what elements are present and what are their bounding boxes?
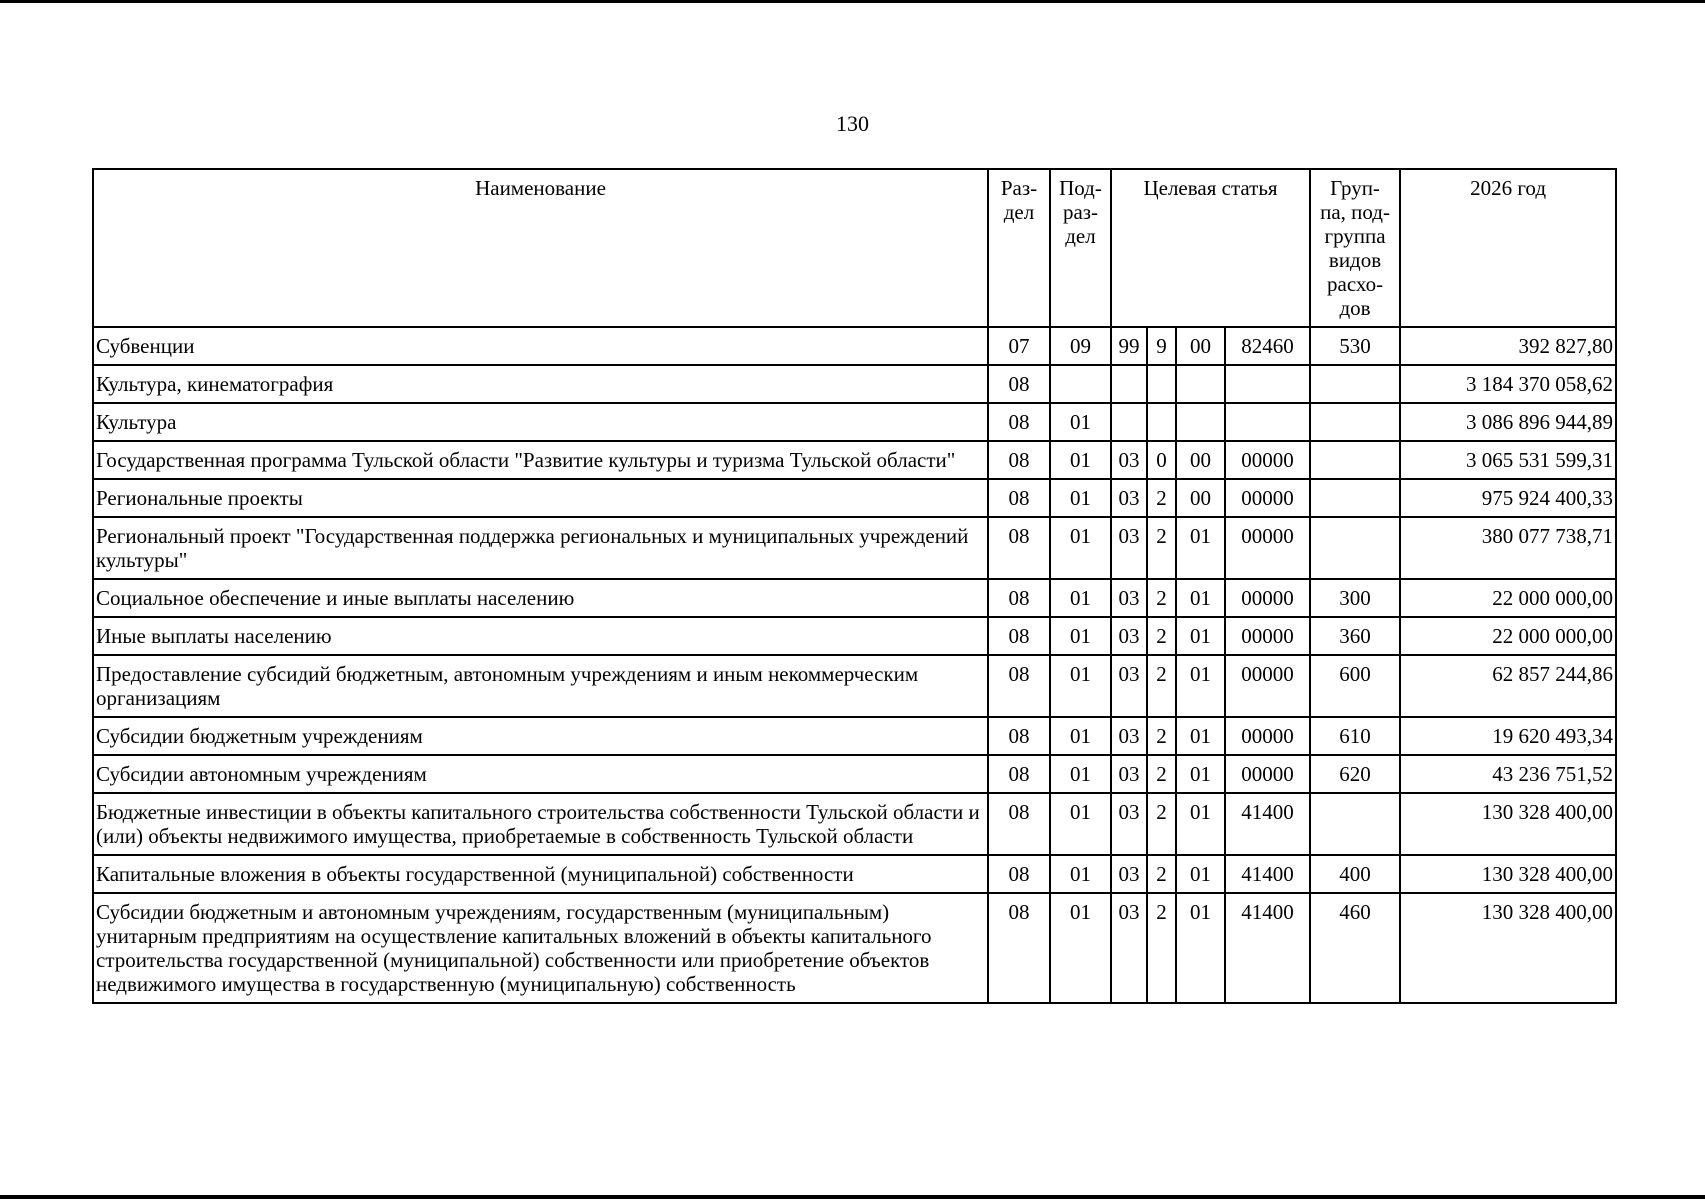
cell-t3: 01 bbox=[1176, 717, 1225, 755]
cell-name: Капитальные вложения в объекты государственной (муниципальной) собственности bbox=[93, 855, 988, 893]
cell-t4: 00000 bbox=[1225, 617, 1310, 655]
cell-t2: 2 bbox=[1147, 717, 1176, 755]
cell-name: Региональные проекты bbox=[93, 479, 988, 517]
cell-rz: 08 bbox=[988, 793, 1050, 855]
header-target: Целевая статья bbox=[1111, 169, 1310, 327]
cell-amount: 3 086 896 944,89 bbox=[1400, 403, 1616, 441]
header-podrazdel bbox=[1050, 169, 1111, 327]
cell-pr: 01 bbox=[1050, 617, 1111, 655]
cell-pr: 09 bbox=[1050, 327, 1111, 365]
cell-t1: 03 bbox=[1111, 579, 1147, 617]
cell-t4 bbox=[1225, 403, 1310, 441]
cell-t3: 01 bbox=[1176, 855, 1225, 893]
cell-pr: 01 bbox=[1050, 855, 1111, 893]
cell-t2 bbox=[1147, 403, 1176, 441]
cell-name: Культура, кинематография bbox=[93, 365, 988, 403]
cell-t3: 00 bbox=[1176, 441, 1225, 479]
cell-grp: 610 bbox=[1310, 717, 1400, 755]
header-year: 2026 год bbox=[1400, 169, 1616, 327]
cell-t2: 0 bbox=[1147, 441, 1176, 479]
cell-rz: 08 bbox=[988, 403, 1050, 441]
cell-t1: 03 bbox=[1111, 893, 1147, 1003]
header-razdel-text: Раз- дел bbox=[1000, 176, 1038, 224]
cell-t1: 03 bbox=[1111, 655, 1147, 717]
cell-grp bbox=[1310, 479, 1400, 517]
cell-name: Социальное обеспечение и иные выплаты населению bbox=[93, 579, 988, 617]
cell-rz: 08 bbox=[988, 441, 1050, 479]
cell-t2: 2 bbox=[1147, 793, 1176, 855]
cell-pr: 01 bbox=[1050, 479, 1111, 517]
cell-amount: 130 328 400,00 bbox=[1400, 855, 1616, 893]
cell-amount: 3 065 531 599,31 bbox=[1400, 441, 1616, 479]
cell-pr: 01 bbox=[1050, 755, 1111, 793]
cell-rz: 08 bbox=[988, 893, 1050, 1003]
cell-t1: 03 bbox=[1111, 755, 1147, 793]
cell-t3: 01 bbox=[1176, 517, 1225, 579]
cell-amount: 380 077 738,71 bbox=[1400, 517, 1616, 579]
cell-amount: 22 000 000,00 bbox=[1400, 617, 1616, 655]
table-row bbox=[93, 793, 1616, 855]
header-razdel bbox=[988, 169, 1050, 327]
table-row bbox=[93, 717, 1616, 755]
cell-t2 bbox=[1147, 365, 1176, 403]
cell-grp bbox=[1310, 441, 1400, 479]
cell-grp: 620 bbox=[1310, 755, 1400, 793]
cell-t3: 00 bbox=[1176, 327, 1225, 365]
cell-rz: 08 bbox=[988, 855, 1050, 893]
cell-grp: 460 bbox=[1310, 893, 1400, 1003]
cell-t4: 00000 bbox=[1225, 479, 1310, 517]
cell-t4 bbox=[1225, 365, 1310, 403]
cell-t2: 9 bbox=[1147, 327, 1176, 365]
cell-rz: 07 bbox=[988, 327, 1050, 365]
cell-t4: 00000 bbox=[1225, 717, 1310, 755]
cell-name: Субсидии автономным учреждениям bbox=[93, 755, 988, 793]
cell-rz: 08 bbox=[988, 517, 1050, 579]
cell-t1: 99 bbox=[1111, 327, 1147, 365]
cell-t3: 01 bbox=[1176, 579, 1225, 617]
table-row bbox=[93, 327, 1616, 365]
cell-name: Субсидии бюджетным учреждениям bbox=[93, 717, 988, 755]
cell-t4: 00000 bbox=[1225, 517, 1310, 579]
bottom-rule bbox=[0, 1195, 1705, 1199]
table-row bbox=[93, 755, 1616, 793]
header-group-text: Груп- па, под- группа видов расхо- дов bbox=[1320, 176, 1390, 320]
cell-t4: 41400 bbox=[1225, 893, 1310, 1003]
cell-t4: 00000 bbox=[1225, 655, 1310, 717]
header-group bbox=[1310, 169, 1400, 327]
cell-t4: 00000 bbox=[1225, 579, 1310, 617]
cell-t2: 2 bbox=[1147, 755, 1176, 793]
cell-t3: 00 bbox=[1176, 479, 1225, 517]
cell-t1: 03 bbox=[1111, 855, 1147, 893]
cell-t2: 2 bbox=[1147, 517, 1176, 579]
cell-name: Субсидии бюджетным и автономным учреждениям, государственным (муниципальным) унитарным предприятиям на осуществление капитальных вложений в объекты капитального строительства государственной (муниципальной) собственности или приобретение объектов недвижимого имущества в государственную (муниципальную) собственность bbox=[93, 893, 988, 1003]
cell-grp: 530 bbox=[1310, 327, 1400, 365]
table-row bbox=[93, 479, 1616, 517]
cell-t2: 2 bbox=[1147, 479, 1176, 517]
cell-t2: 2 bbox=[1147, 893, 1176, 1003]
cell-amount: 19 620 493,34 bbox=[1400, 717, 1616, 755]
table-row bbox=[93, 365, 1616, 403]
cell-pr: 01 bbox=[1050, 517, 1111, 579]
cell-rz: 08 bbox=[988, 617, 1050, 655]
cell-amount: 43 236 751,52 bbox=[1400, 755, 1616, 793]
cell-t1 bbox=[1111, 365, 1147, 403]
cell-rz: 08 bbox=[988, 479, 1050, 517]
cell-pr: 01 bbox=[1050, 893, 1111, 1003]
cell-amount: 130 328 400,00 bbox=[1400, 793, 1616, 855]
cell-amount: 975 924 400,33 bbox=[1400, 479, 1616, 517]
cell-amount: 392 827,80 bbox=[1400, 327, 1616, 365]
table-row bbox=[93, 441, 1616, 479]
cell-t1: 03 bbox=[1111, 517, 1147, 579]
table-row bbox=[93, 579, 1616, 617]
cell-t1: 03 bbox=[1111, 793, 1147, 855]
cell-grp bbox=[1310, 403, 1400, 441]
cell-pr: 01 bbox=[1050, 441, 1111, 479]
cell-name: Региональный проект "Государственная поддержка региональных и муниципальных учреждений культуры" bbox=[93, 517, 988, 579]
cell-rz: 08 bbox=[988, 579, 1050, 617]
cell-pr: 01 bbox=[1050, 793, 1111, 855]
cell-pr: 01 bbox=[1050, 655, 1111, 717]
table-body bbox=[93, 327, 1616, 1003]
cell-pr bbox=[1050, 365, 1111, 403]
cell-grp: 300 bbox=[1310, 579, 1400, 617]
cell-t3: 01 bbox=[1176, 893, 1225, 1003]
cell-t3: 01 bbox=[1176, 617, 1225, 655]
cell-grp: 360 bbox=[1310, 617, 1400, 655]
cell-t4: 41400 bbox=[1225, 793, 1310, 855]
cell-amount: 62 857 244,86 bbox=[1400, 655, 1616, 717]
cell-t4: 82460 bbox=[1225, 327, 1310, 365]
cell-name: Предоставление субсидий бюджетным, автономным учреждениям и иным некоммерческим организациям bbox=[93, 655, 988, 717]
cell-rz: 08 bbox=[988, 717, 1050, 755]
cell-name: Субвенции bbox=[93, 327, 988, 365]
header-podrazdel-text: Под- раз- дел bbox=[1059, 176, 1102, 248]
cell-name: Государственная программа Тульской области "Развитие культуры и туризма Тульской области" bbox=[93, 441, 988, 479]
cell-t4: 00000 bbox=[1225, 755, 1310, 793]
cell-grp: 600 bbox=[1310, 655, 1400, 717]
cell-rz: 08 bbox=[988, 365, 1050, 403]
top-rule bbox=[0, 0, 1705, 3]
table-header-row bbox=[93, 169, 1616, 327]
cell-t3: 01 bbox=[1176, 755, 1225, 793]
header-name: Наименование bbox=[93, 169, 988, 327]
cell-t1: 03 bbox=[1111, 717, 1147, 755]
table-row bbox=[93, 403, 1616, 441]
cell-t3: 01 bbox=[1176, 655, 1225, 717]
cell-t1 bbox=[1111, 403, 1147, 441]
cell-t2: 2 bbox=[1147, 579, 1176, 617]
cell-name: Культура bbox=[93, 403, 988, 441]
cell-pr: 01 bbox=[1050, 579, 1111, 617]
cell-rz: 08 bbox=[988, 755, 1050, 793]
cell-amount: 22 000 000,00 bbox=[1400, 579, 1616, 617]
cell-t3 bbox=[1176, 403, 1225, 441]
cell-rz: 08 bbox=[988, 655, 1050, 717]
cell-name: Бюджетные инвестиции в объекты капитального строительства собственности Тульской области и (или) объекты недвижимого имущества, приобретаемые в собственность Тульской области bbox=[93, 793, 988, 855]
cell-grp: 400 bbox=[1310, 855, 1400, 893]
budget-table bbox=[92, 168, 1617, 1004]
cell-grp bbox=[1310, 793, 1400, 855]
cell-t3: 01 bbox=[1176, 793, 1225, 855]
cell-grp bbox=[1310, 517, 1400, 579]
table-row bbox=[93, 655, 1616, 717]
cell-t1: 03 bbox=[1111, 441, 1147, 479]
cell-name: Иные выплаты населению bbox=[93, 617, 988, 655]
cell-t2: 2 bbox=[1147, 855, 1176, 893]
cell-t1: 03 bbox=[1111, 617, 1147, 655]
cell-t2: 2 bbox=[1147, 655, 1176, 717]
cell-t1: 03 bbox=[1111, 479, 1147, 517]
cell-t4: 41400 bbox=[1225, 855, 1310, 893]
cell-pr: 01 bbox=[1050, 403, 1111, 441]
cell-t4: 00000 bbox=[1225, 441, 1310, 479]
cell-t2: 2 bbox=[1147, 617, 1176, 655]
cell-t3 bbox=[1176, 365, 1225, 403]
table-row bbox=[93, 893, 1616, 1003]
table-row bbox=[93, 855, 1616, 893]
page-number: 130 bbox=[836, 111, 869, 136]
cell-grp bbox=[1310, 365, 1400, 403]
table-row bbox=[93, 617, 1616, 655]
cell-pr: 01 bbox=[1050, 717, 1111, 755]
cell-amount: 130 328 400,00 bbox=[1400, 893, 1616, 1003]
cell-amount: 3 184 370 058,62 bbox=[1400, 365, 1616, 403]
table-row bbox=[93, 517, 1616, 579]
